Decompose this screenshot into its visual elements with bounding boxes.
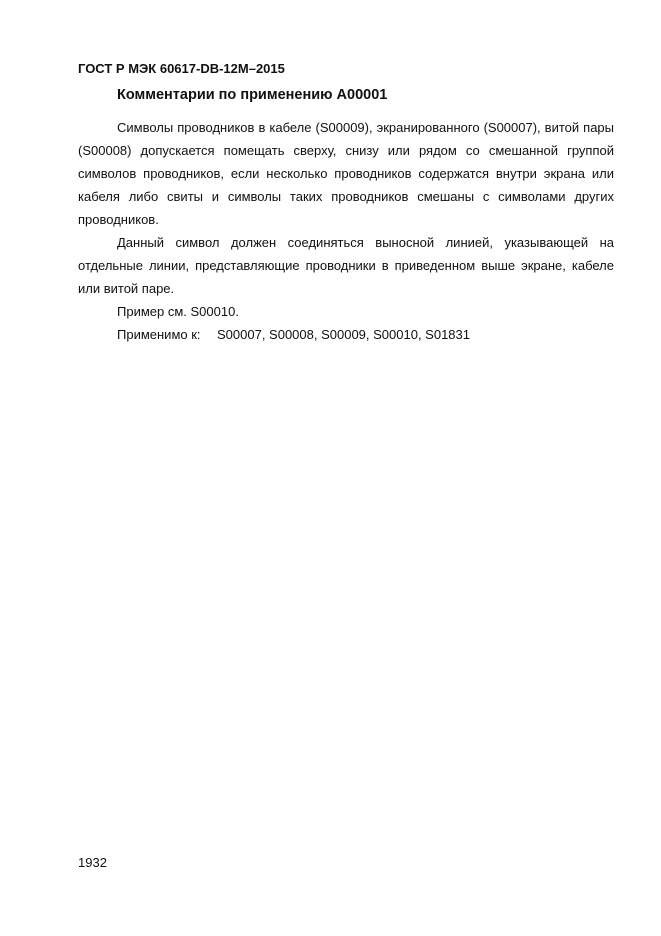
page-number: 1932 xyxy=(78,855,107,870)
section-title: Комментарии по применению A00001 xyxy=(117,87,388,103)
applicable-value: S00007, S00008, S00009, S00010, S01831 xyxy=(217,327,470,342)
paragraph-example-reference: Пример см. S00010. xyxy=(117,304,239,319)
paragraph-conductor-symbols: Символы проводников в кабеле (S00009), экранированного (S00007), витой пары (S00008) допускается помещать сверху, снизу или рядом со смешанной группой символов проводников, если несколько проводников содержатся внутри экрана или кабеля либо свиты и символы таких проводников смешаны с символами других проводников. xyxy=(78,120,614,227)
applicable-label: Применимо к: xyxy=(117,327,201,342)
applicable-to-row xyxy=(78,323,614,346)
paragraph-leader-line: Данный символ должен соединяться выносной линией, указывающей на отдельные линии, представляющие проводники в приведенном выше экране, кабеле или витой паре. xyxy=(78,235,614,296)
document-body xyxy=(78,116,614,346)
standard-header: ГОСТ Р МЭК 60617-DB-12M–2015 xyxy=(78,61,285,76)
